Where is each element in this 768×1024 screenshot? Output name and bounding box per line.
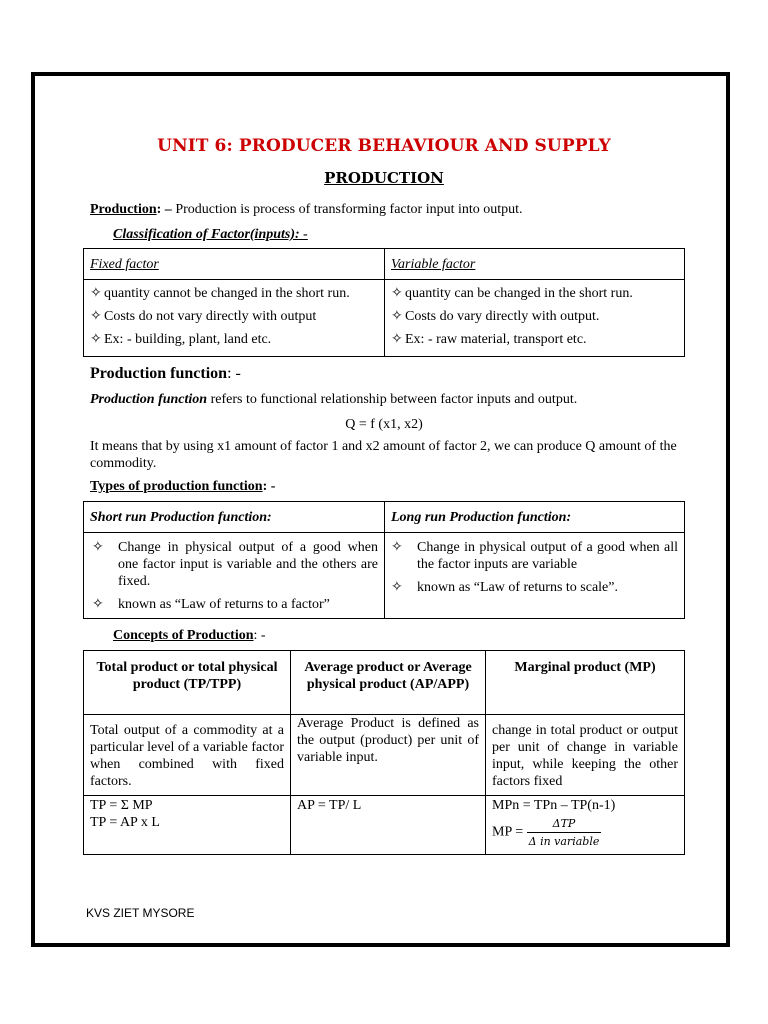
production-function-title: Production function	[90, 365, 228, 382]
production-text: Production is process of transforming factor input into output.	[175, 202, 523, 217]
star-bullet-icon: ✧	[92, 597, 104, 612]
tp-definition: Total output of a commodity at a particular level of a variable factor when combined with fixed factors.	[90, 723, 284, 789]
production-definition	[90, 201, 523, 218]
fixed-item: Costs do not vary directly with output	[104, 309, 317, 324]
production-meaning: It means that by using x1 amount of factor 1 and x2 amount of factor 2, we can produce Q amount of the commodity.	[90, 439, 677, 471]
tp-formula: TP = AP x L	[90, 815, 160, 830]
production-label: Production	[90, 202, 157, 217]
production-function-suffix: : -	[227, 365, 241, 382]
short-run-item: Change in physical output of a good when one factor input is variable and the others are fixed.	[118, 540, 378, 589]
star-bullet-icon: ✧	[391, 540, 403, 555]
mp-formula-label: MP =	[492, 824, 527, 840]
production-sep: : –	[156, 202, 176, 217]
concepts-title: Concepts of Production	[113, 628, 254, 643]
star-bullet-icon: ✧	[391, 309, 403, 324]
fixed-item: Ex: - building, plant, land etc.	[104, 332, 272, 347]
variable-factor-header: Variable factor	[391, 257, 476, 272]
types-suffix: : -	[262, 479, 276, 494]
star-bullet-icon: ✧	[391, 332, 403, 347]
production-function-heading	[90, 365, 241, 383]
variable-item: Costs do vary directly with output.	[405, 309, 600, 324]
variable-item: Ex: - raw material, transport etc.	[405, 332, 587, 347]
ap-definition: Average Product is defined as the output (product) per unit of variable input.	[297, 716, 479, 765]
mp-denominator: Δ in variable	[528, 835, 600, 848]
unit-title: UNIT 6: PRODUCER BEHAVIOUR AND SUPPLY	[157, 136, 611, 156]
types-table	[83, 501, 685, 619]
star-bullet-icon: ✧	[90, 332, 102, 347]
mp-formula-2	[492, 815, 678, 850]
long-run-item: Change in physical output of a good when all the factor inputs are variable	[417, 540, 678, 572]
types-heading	[90, 478, 275, 495]
star-bullet-icon: ✧	[391, 580, 403, 595]
star-bullet-icon: ✧	[90, 309, 102, 324]
short-run-header: Short run Production function:	[90, 510, 272, 525]
star-bullet-icon: ✧	[92, 540, 104, 555]
fixed-item: quantity cannot be changed in the short run.	[104, 286, 350, 301]
fixed-factor-header: Fixed factor	[90, 257, 159, 272]
ap-formula: AP = TP/ L	[297, 798, 362, 813]
section-title: PRODUCTION	[324, 169, 444, 187]
star-bullet-icon: ✧	[391, 286, 403, 301]
definition-text: refers to functional relationship between factor inputs and output.	[207, 392, 578, 407]
long-run-header: Long run Production function:	[391, 510, 572, 525]
mp-formula-1: MPn = TPn – TP(n-1)	[492, 798, 616, 813]
short-run-item: known as “Law of returns to a factor”	[118, 597, 330, 612]
definition-term: Production function	[90, 392, 208, 407]
mp-definition: change in total product or output per unit of change in variable input, while keeping the other factors fixed	[492, 723, 678, 789]
concepts-table	[83, 650, 685, 855]
concepts-suffix: : -	[253, 628, 266, 643]
concepts-heading	[113, 627, 266, 644]
footer-text: KVS ZIET MYSORE	[86, 906, 195, 920]
factor-table	[83, 248, 685, 357]
mp-fraction	[527, 815, 602, 850]
classification-heading: Classification of Factor(inputs): -	[113, 227, 308, 242]
tp-formula: TP = Σ MP	[90, 798, 153, 813]
tp-header: Total product or total physical product (TP/TPP)	[96, 660, 278, 692]
mp-header: Marginal product (MP)	[514, 660, 656, 675]
mp-numerator: ΔTP	[527, 815, 602, 833]
ap-header: Average product or Average physical product (AP/APP)	[304, 660, 472, 692]
variable-item: quantity can be changed in the short run.	[405, 286, 633, 301]
types-title: Types of production function	[90, 479, 263, 494]
star-bullet-icon: ✧	[90, 286, 102, 301]
production-formula: Q = f (x1, x2)	[345, 417, 423, 432]
long-run-item: known as “Law of returns to scale”.	[417, 580, 618, 595]
production-function-definition	[90, 391, 577, 408]
